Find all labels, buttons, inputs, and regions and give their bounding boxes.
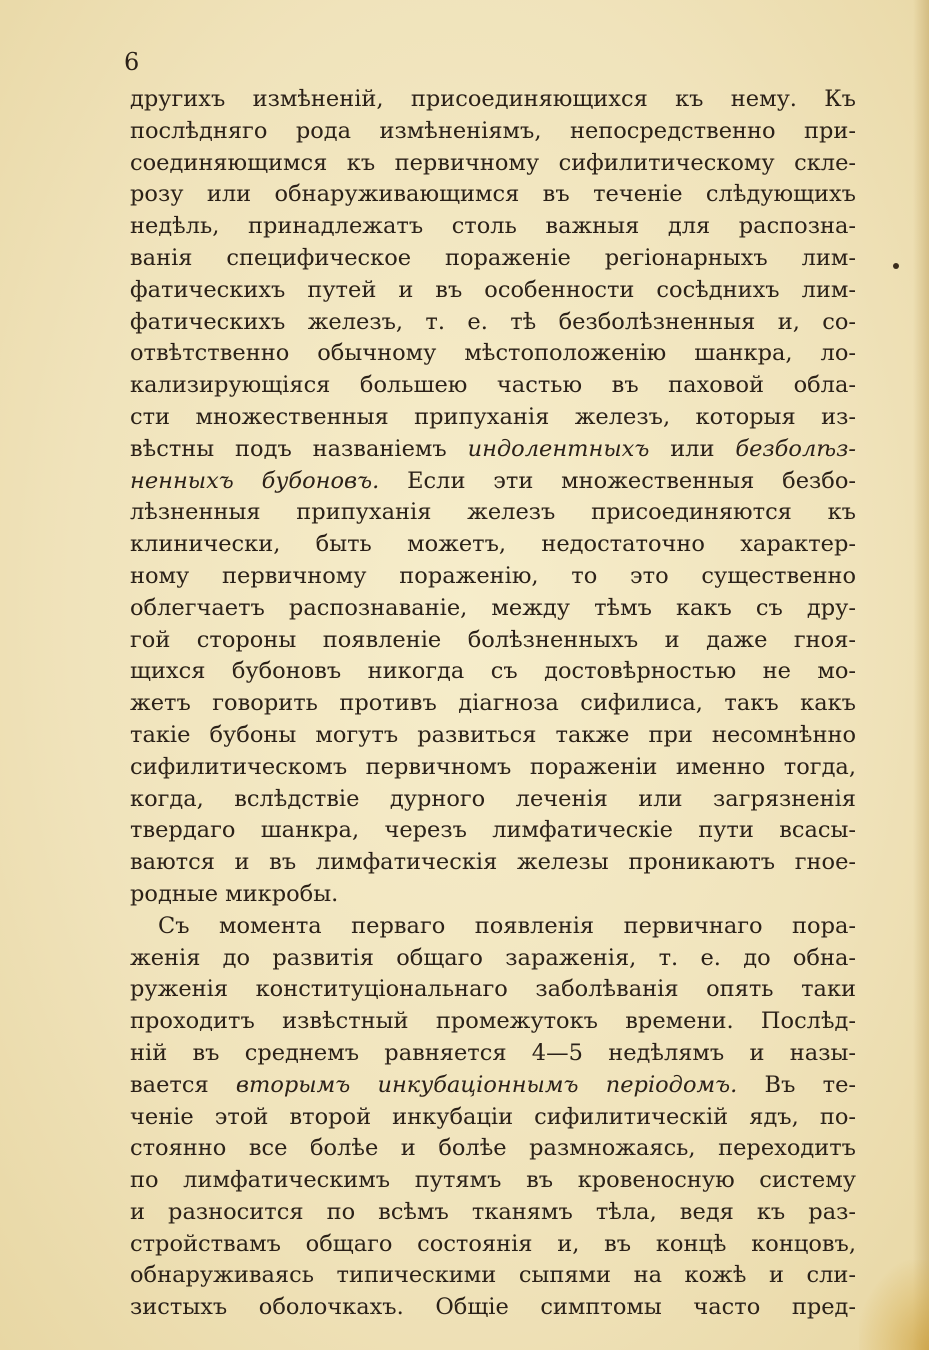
text-line: [130, 84, 856, 116]
body-text: [130, 84, 856, 1324]
text-line: [130, 307, 856, 339]
text-segment: обнаруживаясь типическими сыпями на кожѣ и сли-: [130, 1262, 856, 1289]
text-segment: или: [649, 435, 736, 462]
text-line: [130, 974, 856, 1006]
text-line: [130, 911, 856, 943]
text-segment: другихъ измѣненій, присоединяющихся къ нему. Къ: [130, 86, 856, 112]
text-segment: сти множественныя припуханія железъ, которыя из-: [130, 403, 856, 430]
text-segment: розу или обнаруживающимся въ теченіе слѣдующихъ: [130, 181, 856, 208]
text-line: [130, 1165, 856, 1197]
text-segment: кализирующіяся большею частью въ паховой обла-: [130, 372, 856, 399]
text-segment: твердаго шанкра, черезъ лимфатическіе пути всасы-: [130, 817, 856, 844]
text-segment: ній въ среднемъ равняется 4—5 недѣлямъ и назы-: [130, 1039, 856, 1066]
text-segment: клинически, быть можетъ, недостаточно характер-: [130, 531, 856, 558]
text-line: [130, 529, 856, 561]
text-line: [130, 561, 856, 593]
text-segment: послѣдняго рода измѣненіямъ, непосредственно при-: [130, 117, 856, 144]
text-line: [130, 211, 856, 243]
text-line: [130, 688, 856, 720]
text-segment: когда, вслѣдствіе дурного леченія или загрязненія: [130, 785, 856, 812]
text-segment: ному первичному пораженію, то это существенно: [130, 562, 856, 589]
text-line: [130, 370, 856, 402]
text-segment: вается: [130, 1071, 236, 1098]
text-segment: фатическихъ железъ, т. е. тѣ безболѣзненныя и, со-: [130, 308, 856, 335]
text-segment: жетъ говорить противъ діагноза сифилиса, такъ какъ: [130, 690, 856, 717]
text-segment: гой стороны появленіе болѣзненныхъ и даже гноя-: [130, 626, 856, 653]
text-segment: зистыхъ оболочкахъ. Общіе симптомы часто пред-: [130, 1294, 856, 1321]
text-segment: ванія специфическое пораженіе регіонарныхъ лим-: [130, 244, 856, 271]
text-segment: отвѣтственно обычному мѣстоположенію шанкра, ло-: [130, 340, 856, 367]
text-segment: родные микробы.: [130, 880, 339, 907]
text-segment: Въ те-: [737, 1071, 856, 1098]
text-line: [130, 1260, 856, 1292]
text-line: [130, 243, 856, 275]
text-line: [130, 815, 856, 847]
text-segment: недѣль, принадлежатъ столь важныя для распозна-: [130, 213, 856, 240]
text-line: [130, 879, 856, 911]
text-segment: сифилитическомъ первичномъ пораженіи именно тогда,: [130, 753, 856, 780]
text-segment: ваются и въ лимфатическія железы проникаютъ гное-: [130, 849, 856, 876]
text-segment: лѣзненныя припуханія железъ присоединяются къ: [130, 499, 856, 526]
text-line: [130, 752, 856, 784]
text-line: [130, 275, 856, 307]
text-line: [130, 1292, 856, 1324]
text-line: [130, 466, 856, 498]
corner-stain: [859, 1260, 929, 1350]
page-edge-shadow: [913, 0, 929, 1350]
text-line: [130, 1133, 856, 1165]
text-line: [130, 1229, 856, 1261]
text-segment: соединяющимся къ первичному сифилитическому скле-: [130, 149, 856, 176]
text-line: [130, 656, 856, 688]
text-segment: стройствамъ общаго состоянія и, въ концѣ концовъ,: [130, 1230, 856, 1257]
text-segment: руженія конституціональнаго заболѣванія опять таки: [130, 976, 856, 1003]
italic-text: индолентныхъ: [467, 435, 650, 462]
text-segment: стоянно все болѣе и болѣе размножаясь, переходитъ: [130, 1135, 856, 1162]
text-line: [130, 179, 856, 211]
text-line: [130, 847, 856, 879]
italic-text: вторымъ инкубаціоннымъ періодомъ.: [235, 1071, 738, 1098]
text-segment: и разносится по всѣмъ тканямъ тѣла, ведя къ раз-: [130, 1198, 856, 1225]
text-segment: фатическихъ путей и въ особенности сосѣднихъ лим-: [130, 276, 856, 303]
text-segment: ченіе этой второй инкубаціи сифилитическій ядъ, по-: [130, 1103, 856, 1130]
text-line: [130, 1070, 856, 1102]
text-segment: облегчаетъ распознаваніе, между тѣмъ какъ съ дру-: [130, 594, 856, 621]
text-line: [130, 338, 856, 370]
text-line: [130, 593, 856, 625]
italic-text: безболѣз-: [735, 435, 856, 462]
text-segment: Съ момента перваго появленія первичнаго пора-: [158, 912, 856, 939]
text-segment: по лимфатическимъ путямъ въ кровеносную систему: [130, 1167, 856, 1194]
text-segment: женія до развитія общаго зараженія, т. е. до обна-: [130, 944, 856, 971]
text-line: [130, 625, 856, 657]
text-segment: вѣстны подъ названіемъ: [130, 435, 468, 462]
text-line: [130, 1197, 856, 1229]
text-line: [130, 402, 856, 434]
page-number: 6: [124, 48, 140, 76]
italic-text: ненныхъ бубоновъ.: [130, 467, 380, 494]
text-line: [130, 116, 856, 148]
text-line: [130, 720, 856, 752]
text-line: [130, 784, 856, 816]
text-segment: проходитъ извѣстный промежутокъ времени. Послѣд-: [130, 1008, 856, 1035]
text-line: [130, 434, 856, 466]
text-line: [130, 943, 856, 975]
text-segment: щихся бубоновъ никогда съ достовѣрностью не мо-: [130, 658, 856, 685]
text-line: [130, 497, 856, 529]
text-line: [130, 1102, 856, 1134]
text-line: [130, 1006, 856, 1038]
text-line: [130, 1038, 856, 1070]
text-line: [130, 148, 856, 180]
text-segment: Если эти множественныя безбо-: [379, 467, 856, 494]
margin-ink-dot: [893, 263, 899, 269]
text-segment: такіе бубоны могутъ развиться также при несомнѣнно: [130, 721, 856, 748]
